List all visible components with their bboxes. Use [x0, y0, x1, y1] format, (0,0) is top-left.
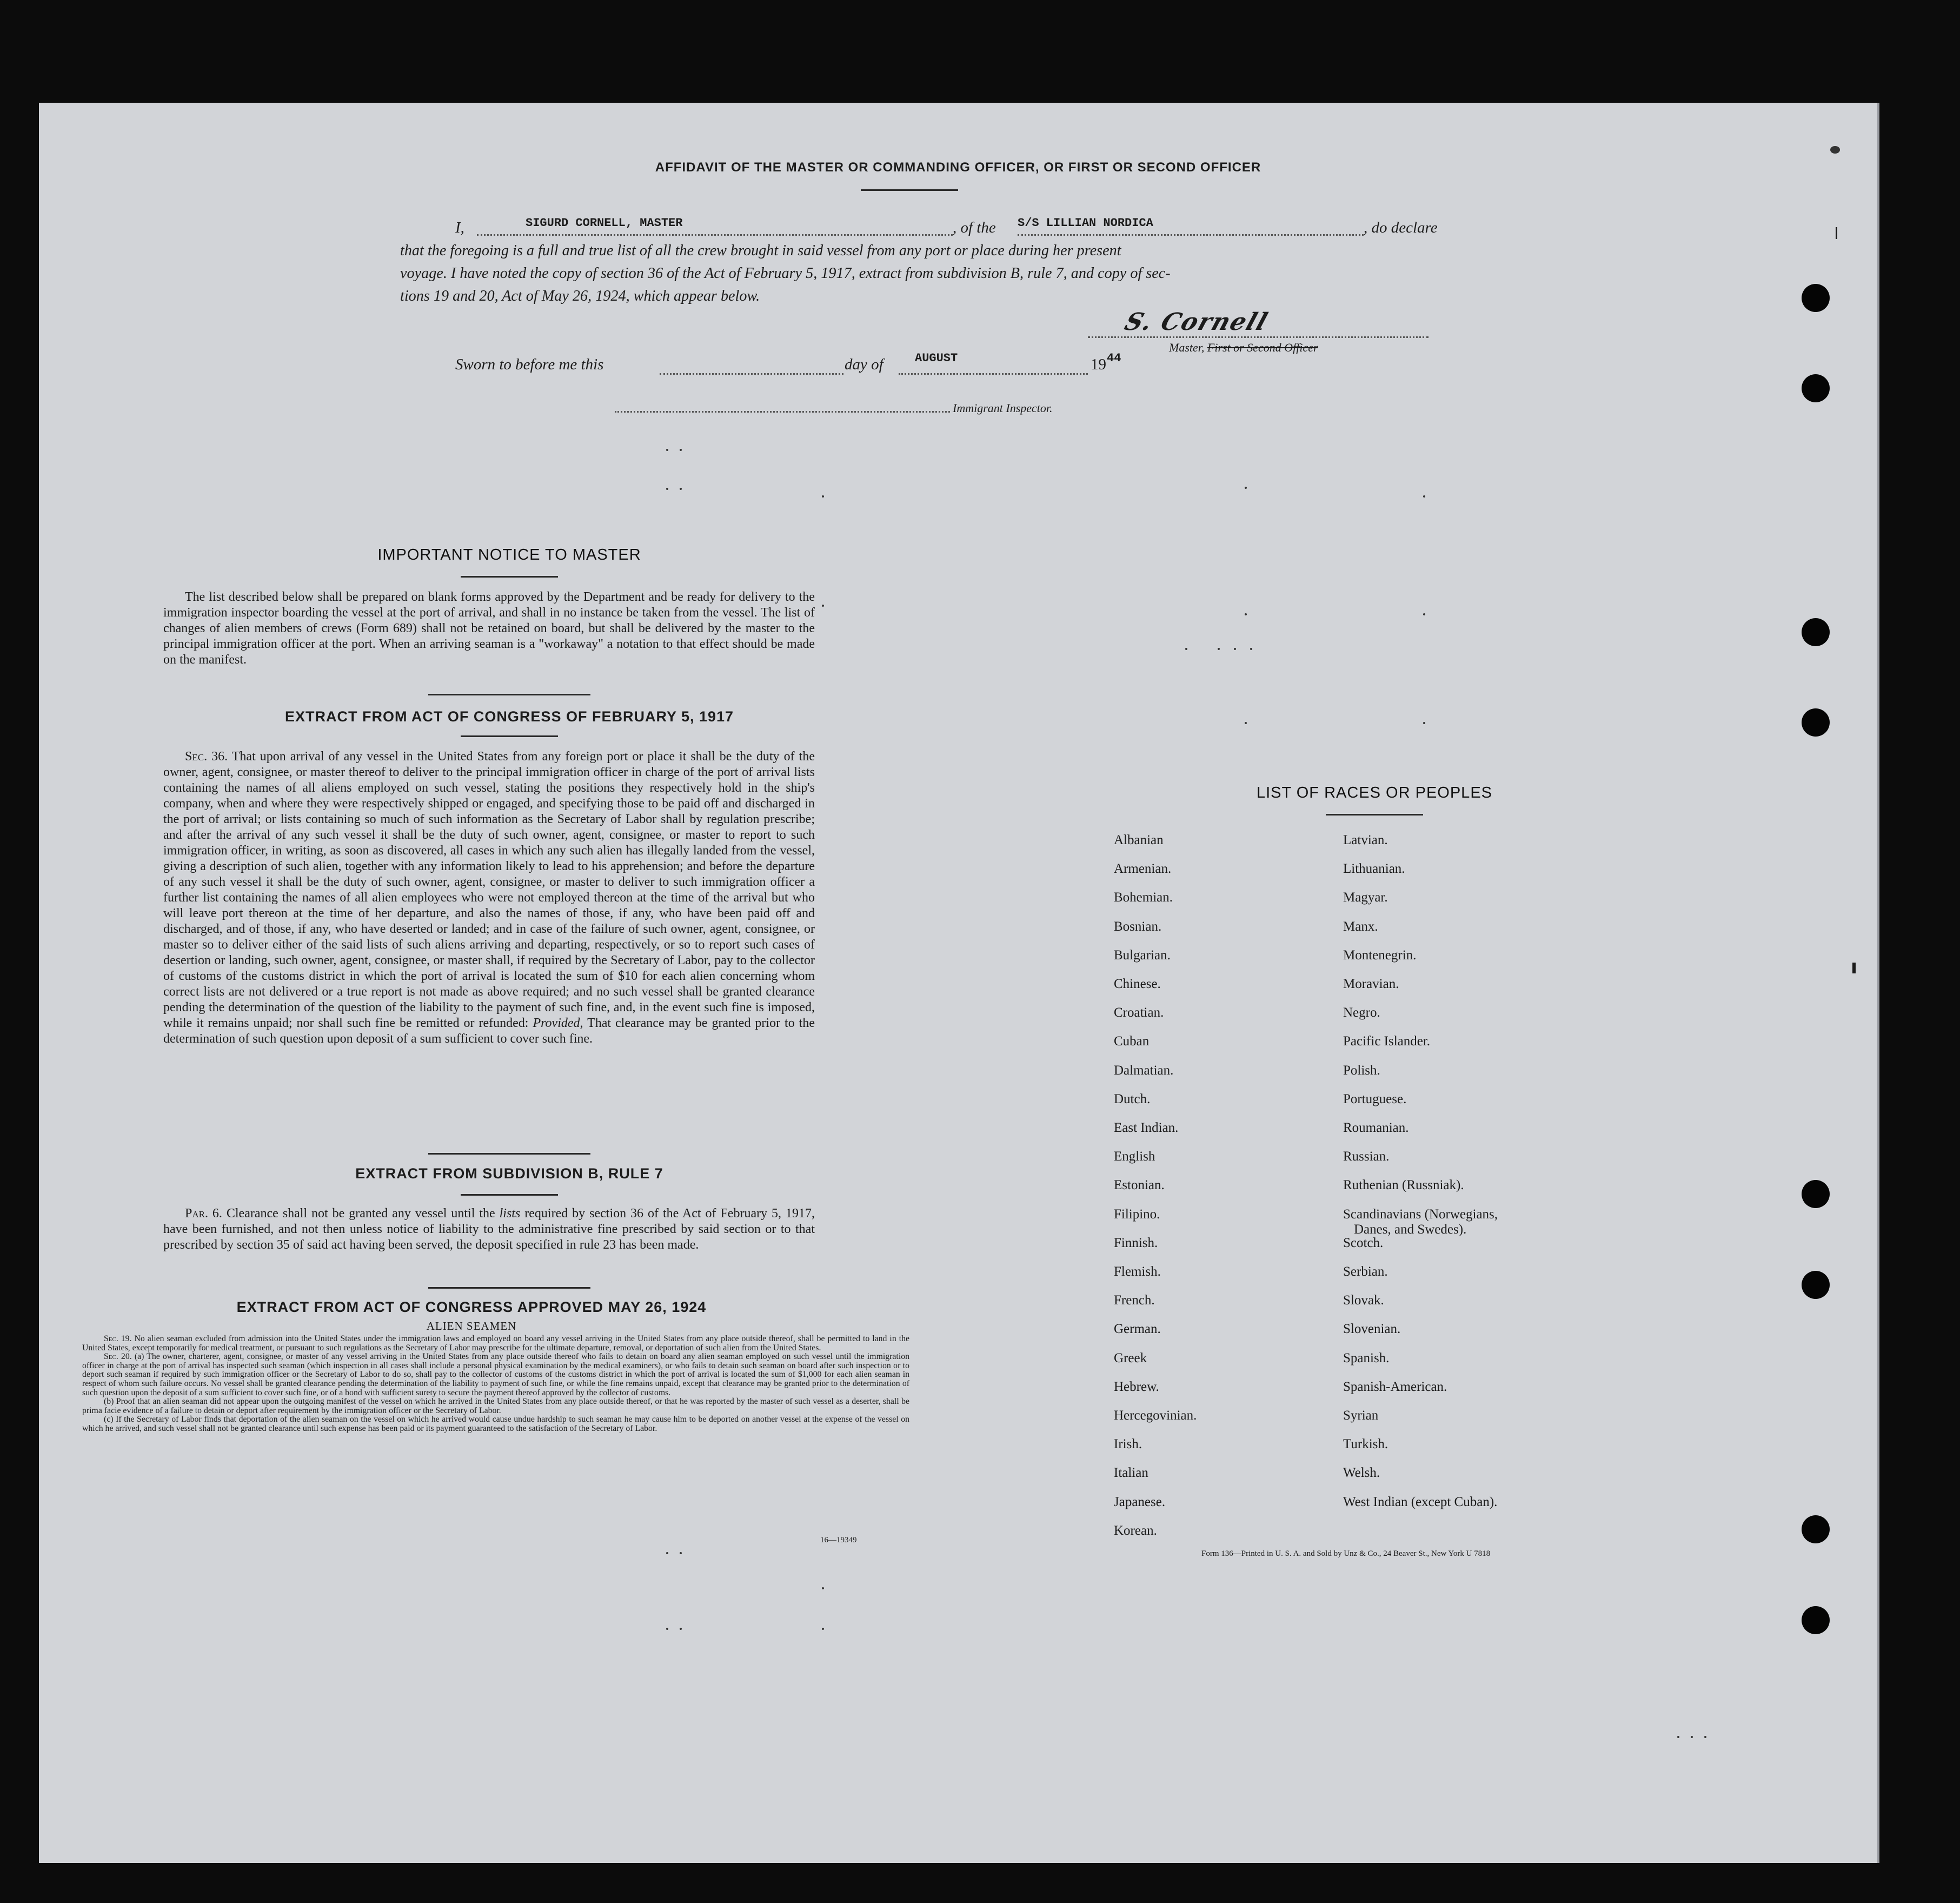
scan-speck — [666, 1628, 668, 1630]
rule-7-end-rule — [428, 1287, 590, 1289]
race-item: Latvian. — [1343, 833, 1388, 847]
scan-speck — [1677, 1736, 1679, 1738]
provided-label: Provided, — [533, 1016, 583, 1030]
race-item: Slovenian. — [1343, 1322, 1401, 1337]
scan-speck — [680, 449, 682, 451]
scan-speck — [1218, 648, 1220, 650]
scan-speck — [1423, 613, 1425, 615]
binder-hole — [1802, 618, 1830, 646]
race-item: Pacific Islander. — [1343, 1034, 1431, 1049]
race-item: Bosnian. — [1114, 919, 1162, 934]
do-declare-label: , do declare — [1364, 219, 1438, 236]
binder-hole — [1802, 1606, 1830, 1634]
vessel-name-value: S/S LILLIAN NORDICA — [1018, 216, 1153, 230]
race-item: Chinese. — [1114, 977, 1161, 991]
name-dotted-field — [477, 234, 953, 236]
vessel-dotted-field — [1018, 234, 1364, 236]
binder-hole — [1802, 1271, 1830, 1299]
scan-speck — [1704, 1736, 1706, 1738]
notice-body: The list described below shall be prepared on blank forms approved by the Department and be ready for delivery to the immigration inspector boarding the vessel at the port of arrival, and shall in no instance be taken from the vessel. The list of changes of alien members of crews (Form 689) shall not be retained on board, but shall be delivered by the master to the principal immigration officer at the port. When an arriving seaman is a "workaway" a notation to that effect should be made on the manifest. — [163, 590, 815, 667]
declaration-line-3: voyage. I have noted the copy of section 36 of the Act of February 5, 1917, extract from subdivision B, rule 7, and copy of sec- — [400, 265, 1171, 282]
race-item: Spanish-American. — [1343, 1379, 1447, 1394]
race-item: Magyar. — [1343, 890, 1388, 905]
sec-20c-text: (c) If the Secretary of Labor finds that deportation of the alien seaman on the vessel on which he arrived would cause undue hardship to such seaman he may cause him to be deported on another vessel at the expense of the vessel on which he arrived, and such vessel shall not be granted clearance until such expense has been paid or its payment guaranteed to the satisfaction of the Secretary of Labor. — [82, 1415, 909, 1433]
race-item: Portuguese. — [1343, 1091, 1407, 1106]
declaration-line-1: I, — [455, 219, 464, 236]
rule-7-title: EXTRACT FROM SUBDIVISION B, RULE 7 — [355, 1165, 663, 1182]
scan-speck — [822, 605, 824, 607]
title-divider — [861, 189, 958, 191]
binder-hole — [1802, 708, 1830, 737]
race-item: Roumanian. — [1343, 1120, 1409, 1135]
binder-hole — [1802, 1180, 1830, 1208]
race-item: Manx. — [1343, 919, 1378, 934]
inspector-label: Immigrant Inspector. — [953, 401, 1053, 415]
race-item: Syrian — [1343, 1408, 1379, 1423]
race-item: Hebrew. — [1114, 1379, 1159, 1394]
scan-speck — [666, 1552, 668, 1554]
race-item: Scotch. — [1343, 1235, 1384, 1250]
binder-hole — [1802, 284, 1830, 312]
race-item: Ruthenian (Russniak). — [1343, 1178, 1464, 1193]
race-item: Turkish. — [1343, 1437, 1388, 1452]
race-item: English — [1114, 1149, 1155, 1164]
race-item: Finnish. — [1114, 1235, 1158, 1250]
master-signature: S. Cornell — [1121, 308, 1272, 336]
race-item: Danes, and Swedes). — [1354, 1222, 1467, 1237]
day-of-label: day of — [845, 356, 883, 373]
race-item: Estonian. — [1114, 1178, 1165, 1193]
race-item: Negro. — [1343, 1005, 1380, 1020]
race-item: Spanish. — [1343, 1350, 1390, 1365]
provided-text: That clearance may be granted prior to the determination of such question upon deposit of a sum sufficient to cover such fine. — [163, 1016, 815, 1046]
form-code: 16—19349 — [820, 1536, 857, 1544]
rule-7-title-rule — [461, 1194, 558, 1196]
sec-36-text: That upon arrival of any vessel in the United States from any foreign port or place it shall be the duty of the owner, agent, consignee, or master thereof to deliver to the principal immigration officer in charge of the port of arrival lists containing the names of all aliens employed on such vessel, stating the positions they respectively hold in the ship's company, when and where they were respectively shipped or engaged, and specifying those to be paid off and discharged in the port of arrival; or lists containing so much of such information as the Secretary of Labor shall by regulation prescribe; and after the arrival of any such vessel it shall be the duty of such owner, agent, consignee, or master to report to such immigration officer, in writing, as soon as discovered, all cases in which any such alien has illegally landed from the vessel, giving a description of such alien, together with any information likely to lead to his apprehension; and before the departure of any such vessel it shall be the duty of such owner, agent, consignee, or master to deliver to such immigration officer a further list containing the names of all alien employees who were not employed thereon at the time of the arrival but who will leave port thereon at the time of her departure, and also the names of those, if any, who have been paid off and discharged, and of those, if any, who have deserted or landed; and in case of the failure of such owner, agent, consignee, or master so to deliver either of the said lists of such aliens arriving and departing, respectively, or so to report such cases of desertion or landing, such owner, agent, consignee, or master shall, if required by the Secretary of Labor, pay to the collector of customs of the customs district in which the port of arrival is located the sum of $10 for each alien concerning whom correct lists are not delivered or a true report is not made as above required; and no such vessel shall be granted clearance pending the determination of the question of the liability to the payment of such fine, and, in the event such fine is imposed, while it remains unpaid; nor shall such fine be remitted or refunded: — [163, 750, 815, 1030]
declaration-line-2: that the foregoing is a full and true list of all the crew brought in said vessel from any port or place during her present — [400, 242, 1121, 259]
document-sheet — [39, 103, 1879, 1863]
races-title: LIST OF RACES OR PEOPLES — [1256, 784, 1493, 801]
scan-speck — [1245, 722, 1247, 724]
scan-speck — [666, 449, 668, 451]
race-item: Italian — [1114, 1466, 1148, 1481]
scan-speck — [1185, 648, 1187, 650]
scan-speck — [1250, 648, 1252, 650]
scan-speck — [1423, 495, 1425, 498]
extract-1917-body — [163, 749, 815, 1047]
form-printer-note: Form 136—Printed in U. S. A. and Sold by Unz & Co., 24 Beaver St., New York U 7818 — [1201, 1549, 1491, 1558]
year-value: 44 — [1107, 352, 1121, 365]
scan-speck — [1234, 648, 1236, 650]
binder-hole — [1802, 1515, 1830, 1543]
notice-title: IMPORTANT NOTICE TO MASTER — [377, 546, 641, 563]
scan-border-mark — [1836, 227, 1837, 239]
race-item: German. — [1114, 1322, 1161, 1337]
scan-speck — [680, 1552, 682, 1554]
race-item: Lithuanian. — [1343, 861, 1405, 877]
declaration-line-4: tions 19 and 20, Act of May 26, 1924, which appear below. — [400, 288, 760, 304]
race-item: Scandinavians (Norwegians, — [1343, 1206, 1498, 1222]
race-item: Dutch. — [1114, 1091, 1151, 1106]
notice-title-rule — [461, 576, 558, 578]
race-item: West Indian (except Cuban). — [1343, 1494, 1498, 1509]
race-item: Montenegrin. — [1343, 947, 1417, 963]
par-6-label: Par. 6. — [185, 1206, 222, 1221]
race-item: Hercegovinian. — [1114, 1408, 1197, 1423]
race-item: French. — [1114, 1293, 1155, 1308]
race-item: Bulgarian. — [1114, 947, 1171, 963]
races-title-rule — [1326, 814, 1423, 815]
scan-speck — [666, 488, 668, 490]
scan-speck — [1830, 146, 1840, 154]
sec-36-label: Sec. 36. — [185, 750, 228, 764]
sworn-label: Sworn to before me this — [455, 356, 604, 373]
scan-speck — [822, 1587, 824, 1589]
race-item: Moravian. — [1343, 977, 1399, 991]
race-item: Polish. — [1343, 1063, 1380, 1078]
race-item: Welsh. — [1343, 1466, 1380, 1481]
scan-speck — [680, 488, 682, 490]
race-item: Flemish. — [1114, 1264, 1161, 1279]
of-the-label: , of the — [953, 219, 996, 236]
race-item: Armenian. — [1114, 861, 1172, 877]
race-item: East Indian. — [1114, 1120, 1179, 1135]
scan-border-mark — [1852, 963, 1856, 973]
race-item: Dalmatian. — [1114, 1063, 1174, 1078]
master-name-value: SIGURD CORNELL, MASTER — [526, 216, 683, 230]
race-item: Russian. — [1343, 1149, 1390, 1164]
sec-20b-text: (b) Proof that an alien seaman did not appear upon the outgoing manifest of the vessel on which he arrived in the United States from any place outside thereof, or that he was reported by the master of such vessel as a deserter, shall be prima facie evidence of a failure to detain or deport after requirement by the immigration officer or the Secretary of Labor. — [82, 1397, 909, 1415]
extract-1917-title: EXTRACT FROM ACT OF CONGRESS OF FEBRUARY 5, 1917 — [284, 708, 734, 725]
race-item: Japanese. — [1114, 1494, 1166, 1509]
race-item: Slovak. — [1343, 1293, 1384, 1308]
scan-speck — [1245, 487, 1247, 489]
race-item: Albanian — [1114, 833, 1164, 847]
affidavit-title: AFFIDAVIT OF THE MASTER OR COMMANDING OFFICER, OR FIRST OR SECOND OFFICER — [655, 160, 1261, 175]
extract-1917-end-rule — [428, 1153, 590, 1155]
scan-speck — [1691, 1736, 1693, 1738]
scan-speck — [680, 1628, 682, 1630]
scan-speck — [1423, 722, 1425, 724]
notice-end-rule — [428, 694, 590, 695]
alien-seamen-subtitle: ALIEN SEAMEN — [426, 1319, 517, 1332]
scan-speck — [822, 495, 824, 498]
inspector-dotted-line — [615, 411, 950, 413]
signature-caption: Master, First or Second Officer — [1169, 341, 1318, 354]
extract-1924-title: EXTRACT FROM ACT OF CONGRESS APPROVED MAY 26, 1924 — [236, 1299, 707, 1315]
extract-1917-title-rule — [461, 735, 558, 737]
race-item: Serbian. — [1343, 1264, 1388, 1279]
scan-speck — [822, 1628, 824, 1630]
race-item: Bohemian. — [1114, 890, 1173, 905]
sworn-month-value: AUGUST — [915, 352, 958, 365]
race-item: Croatian. — [1114, 1005, 1164, 1020]
race-item: Korean. — [1114, 1523, 1157, 1538]
month-dotted-field — [899, 373, 1088, 375]
sec-19-text: No alien seaman excluded from admission into the United States under the immigration laws and employed on board any vessel arriving in the United States from any place outside thereof, shall be permitted to land in the United States, except temporarily for medical treatment, or pursuant to such regulations as the Secretary of Labor may prescribe for the ultimate departure, removal, or deportation of such alien from the United States. — [82, 1334, 909, 1352]
sec-20a-text: (a) The owner, charterer, agent, consignee, or master of any vessel arriving in the United States from any place outside thereof who fails to detain on board any alien seaman employed on such vessel until the immigration officer in charge at the port of arrival has inspected such seaman (which inspection in all cases shall include a personal physical examination by the medical examiners), or who fails to detain such seaman on board after such inspection or to deport such seaman if required by such immigration officer or the Secretary of Labor to do so, shall pay to the collector of customs of the customs district in which the port of arrival is located the sum of $1,000 for each alien seaman in respect of whom such failure occurs. No vessel shall be granted clearance pending the determination of the liability to payment of such fine, or while the fine remains unpaid, except that clearance may be granted prior to the determination of such question upon the deposit of a sum sufficient to cover such fine, or of a bond with sufficient surety to secure the payment thereof approved by the collector of customs. — [82, 1352, 910, 1397]
extract-1924-body: Sec. 19. No alien seaman excluded from admission into the United States under the immigration laws and employed on board any vessel arriving in the United States from any place outside thereof, shall be permitted to land in the United States, except temporarily for medical treatment, or pursuant to such regulations as the Secretary of Labor may prescribe for the ultimate departure, removal, or deportation of such alien from the United States. Sec. 20. (a) The owner, charterer, agent, consignee, or master of any vessel arriving in the United States from any place outside thereof who fails to detain on board any alien seaman employed on such vessel until the immigration officer in charge at the port of arrival has inspected such seaman (which inspection in all cases shall include a personal physical examination by the medical examiners), or who fails to detain such seaman on board after such inspection or to deport such seaman if required by such immigration officer or the Secretary of Labor to do so, shall pay to the collector of customs of the customs district in which the port of arrival is located the sum of $1,000 for each alien seaman in respect of whom such failure occurs. No vessel shall be granted clearance pending the determination of the liability to payment of such fine, or while the fine remains unpaid, except that clearance may be granted prior to the determination of such question upon the deposit of a sum sufficient to cover such fine, or of a bond with sufficient surety to secure the payment thereof approved by the collector of customs. (b) Proof that an alien seaman did not appear upon the outgoing manifest of the vessel on which he arrived in the United States from any place outside thereof, or that he was reported by the master of such vessel as a deserter, shall be prima facie evidence of a failure to detain or deport after requirement by the immigration officer or the Secretary of Labor. (c) If the Secretary of Labor finds that deportation of the alien seaman on the vessel on which he arrived would cause undue hardship to such seaman he may cause him to be deported on another vessel at the expense of the vessel on which he arrived, and such vessel shall not be granted clearance until such expense has been paid or its payment guaranteed to the satisfaction of the Secretary of Labor. — [82, 1334, 910, 1433]
race-item: Cuban — [1114, 1034, 1150, 1049]
sworn-day-dotted-field — [660, 373, 843, 375]
year-prefix: 19 — [1091, 356, 1106, 373]
race-item: Irish. — [1114, 1437, 1142, 1452]
race-item: Greek — [1114, 1350, 1147, 1365]
scan-speck — [1245, 613, 1247, 615]
race-item: Filipino. — [1114, 1206, 1160, 1222]
rule-7-body: Par. 6. Clearance shall not be granted any vessel until the lists required by section 36 of the Act of February 5, 1917, have been furnished, and not then unless notice of liability to the administrative fine prescribed by said section or to that prescribed by section 35 of said act having been served, the deposit specified in rule 23 has been made. — [163, 1206, 815, 1252]
binder-hole — [1802, 374, 1830, 402]
signature-dotted-line — [1088, 336, 1429, 338]
